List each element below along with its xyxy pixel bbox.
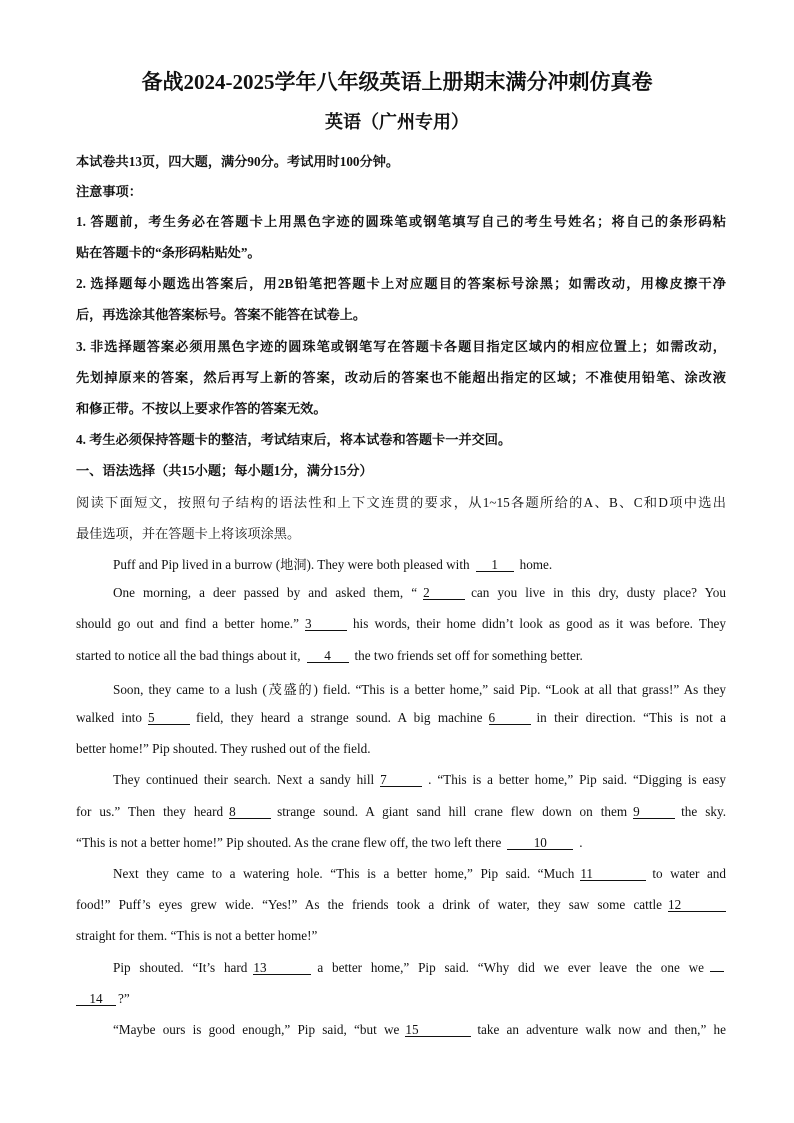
notice-title: 注意事项： bbox=[76, 184, 142, 199]
blank-12: 12 bbox=[668, 898, 726, 912]
blank-1: 1 bbox=[476, 558, 514, 572]
passage-line-16: “Maybe ours is good enough,” Pip said, “but we 15 take an adventure walk now and then,” he bbox=[113, 1022, 727, 1037]
passage-line-7: better home!” Pip shouted. They rushed out of the field. bbox=[76, 741, 371, 756]
passage-line-5: Soon, they came to a lush (茂盛的) field. “This is a better home,” said Pip. “Look at all that grass!” As they bbox=[113, 682, 726, 697]
notice-4: 4. 考生必须保持答题卡的整洁，考试结束后，将本试卷和答题卡一并交回。 bbox=[76, 432, 512, 447]
passage-line-10: “This is not a better home!” Pip shouted. As the crane flew off, the two left there 10 . bbox=[76, 835, 583, 850]
notice-1b: 贴在答题卡的“条形码粘贴处”。 bbox=[76, 245, 261, 260]
notice-1a: 1. 答题前，考生务必在答题卡上用黑色字迹的圆珠笔或钢笔填写自己的考生号姓名；将自己的条形码粘 bbox=[76, 214, 726, 229]
notice-2b: 后，再选涂其他答案标号。答案不能答在试卷上。 bbox=[76, 307, 367, 322]
exam-subtitle: 英语（广州专用） bbox=[325, 112, 469, 132]
section-directions-a: 阅读下面短文，按照句子结构的语法性和上下文连贯的要求，从1~15各题所给的A、B、C和D项中选出 bbox=[76, 495, 726, 510]
passage-line-11: Next they came to a watering hole. “This is a better home,” Pip said. “Much 11 to water and bbox=[113, 866, 726, 881]
blank-11: 11 bbox=[580, 867, 646, 881]
notice-3b: 先划掉原来的答案，然后再写上新的答案，改动后的答案也不能超出指定的区域；不准使用铅笔、涂改液 bbox=[76, 370, 726, 385]
passage-line-1: Puff and Pip lived in a burrow (地洞). They were both pleased with 1 home. bbox=[113, 557, 553, 572]
blank-14-start bbox=[710, 971, 724, 972]
blank-13: 13 bbox=[253, 961, 311, 975]
notice-3a: 3. 非选择题答案必须用黑色字迹的圆珠笔或钢笔写在答题卡各题目指定区域内的相应位置上；如需改动， bbox=[76, 339, 726, 354]
blank-9: 9 bbox=[633, 805, 675, 819]
passage-line-15: 14 ?” bbox=[76, 991, 726, 1007]
blank-4: 4 bbox=[307, 649, 349, 663]
section-directions-b: 最佳选项，并在答题卡上将该项涂黑。 bbox=[76, 526, 301, 541]
blank-8: 8 bbox=[229, 805, 271, 819]
blank-15: 15 bbox=[405, 1023, 471, 1037]
blank-6: 6 bbox=[489, 711, 531, 725]
blank-5: 5 bbox=[148, 711, 190, 725]
exam-intro: 本试卷共13页，四大题，满分90分。考试用时100分钟。 bbox=[76, 154, 400, 169]
blank-14: 14 bbox=[76, 992, 116, 1006]
notice-2a: 2. 选择题每小题选出答案后，用2B铅笔把答题卡上对应题目的答案标号涂黑；如需改动，用橡皮擦干净 bbox=[76, 276, 726, 291]
passage-line-4: started to notice all the bad things about it, 4 the two friends set off for something better. bbox=[76, 648, 583, 663]
passage-line-8: They continued their search. Next a sandy hill 7 . “This is a better home,” Pip said. “Digging is easy bbox=[113, 772, 726, 787]
passage-line-14: Pip shouted. “It’s hard 13 a better home,” Pip said. “Why did we ever leave the one we bbox=[113, 960, 726, 976]
passage-line-13: straight for them. “This is not a better home!” bbox=[76, 928, 318, 943]
passage-line-2: One morning, a deer passed by and asked them, “ 2 can you live in this dry, dusty place? You bbox=[113, 585, 726, 600]
blank-2: 2 bbox=[423, 586, 465, 600]
blank-7: 7 bbox=[380, 773, 422, 787]
passage-line-9: for us.” Then they heard 8 strange sound. A giant sand hill crane flew down on them 9 the sky. bbox=[76, 804, 727, 819]
notice-3c: 和修正带。不按以上要求作答的答案无效。 bbox=[76, 401, 327, 416]
passage-line-12: food!” Puff’s eyes grew wide. “Yes!” As the friends took a drink of water, they saw some cattle 12 bbox=[76, 897, 726, 913]
blank-10: 10 bbox=[507, 836, 573, 850]
exam-title: 备战2024-2025学年八年级英语上册期末满分冲刺仿真卷 bbox=[141, 70, 653, 94]
blank-3: 3 bbox=[305, 617, 347, 631]
passage-line-6: walked into 5 field, they heard a strange sound. A big machine 6 in their direction. “This is not a bbox=[76, 710, 726, 725]
passage-line-3: should go out and find a better home.” 3 his words, their home didn’t look as good as it was before. They bbox=[76, 616, 726, 631]
section-heading: 一、语法选择（共15小题；每小题1分，满分15分） bbox=[76, 463, 373, 478]
